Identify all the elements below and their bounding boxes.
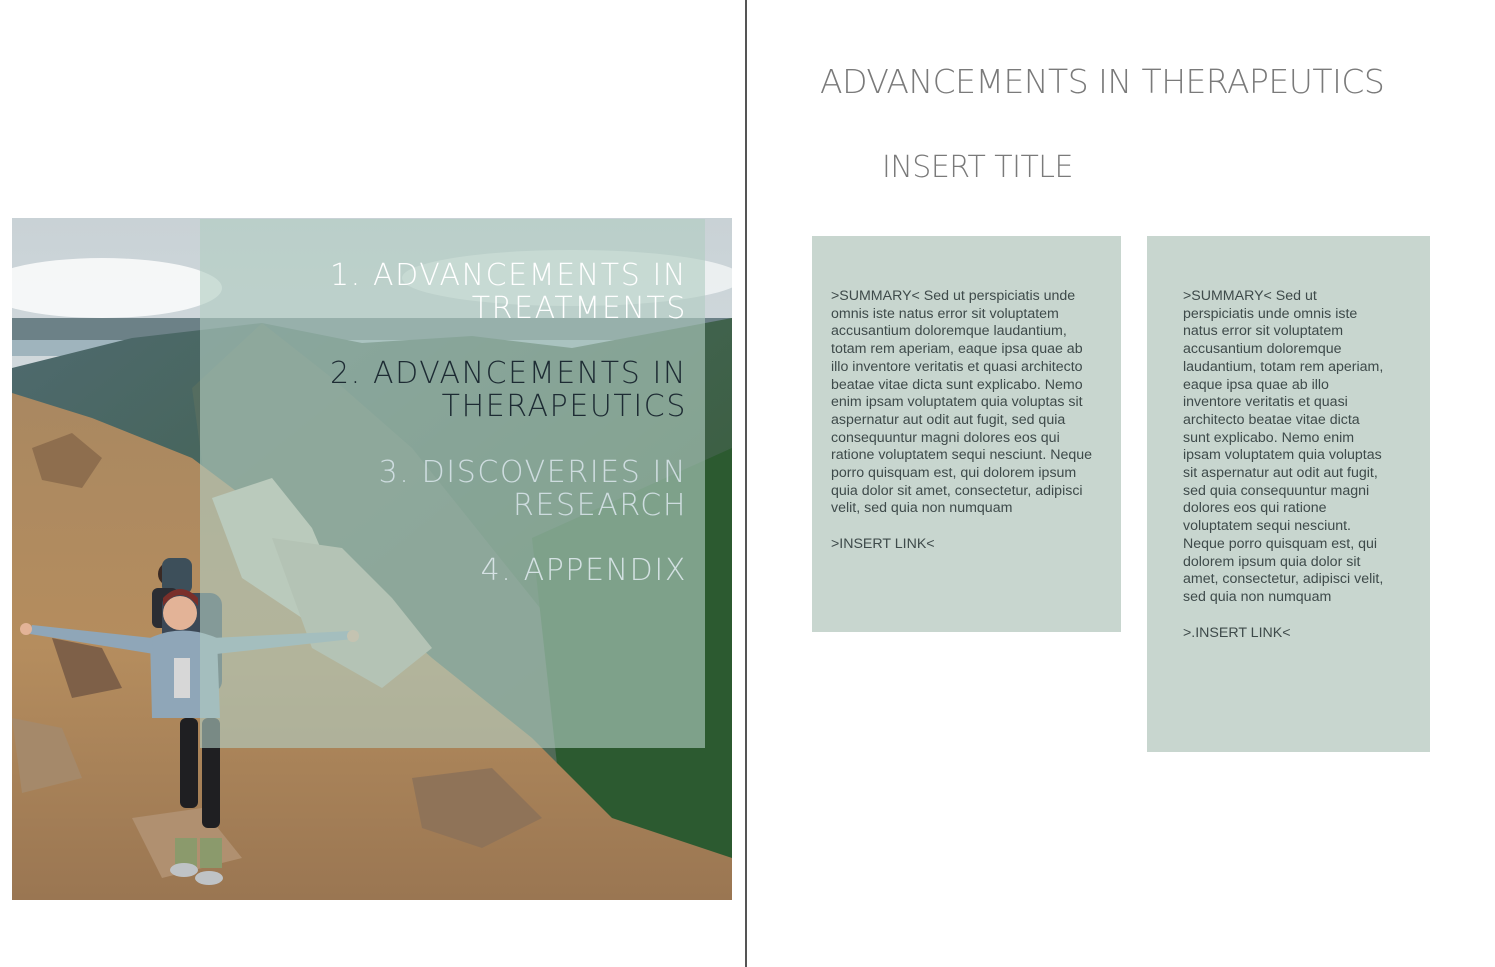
- toc-item-1[interactable]: [330, 259, 687, 325]
- toc-item-line: 2. ADVANCEMENTS IN: [330, 356, 687, 391]
- summary-card: [812, 236, 1121, 632]
- summary-text: >SUMMARY< Sed ut perspiciatis unde omnis iste natus error sit voluptatem accusantium doloremque laudantium, totam rem aperiam, eaque ipsa quae ab illo inventore veritatis et quasi architecto beatae vitae dicta sunt explicabo. Nemo enim ipsam voluptatem quia voluptas sit aspernatur aut odit aut fugit, sed quia consequuntur magni dolores eos qui ratione voluptatem sequi nesciunt. Neque porro quisquam est, qui dolorem ipsum quia dolor sit amet, consectetur, adipisci velit, sed quia non numquam: [831, 288, 1093, 517]
- toc-item-line: RESEARCH: [513, 488, 687, 523]
- toc-item-line: 1. ADVANCEMENTS IN: [330, 258, 687, 293]
- summary-text: >SUMMARY< Sed ut perspiciatis unde omnis iste natus error sit voluptatem accusantium doloremque laudantium, totam rem aperiam, eaque ipsa quae ab illo inventore veritatis et quasi architecto beatae vitae dicta sunt explicabo. Nemo enim ipsam voluptatem quia voluptas sit aspernatur aut odit aut fugit, sed quia consequuntur magni dolores eos qui ratione voluptatem sequi nesciunt. Neque porro quisquam est, qui dolorem ipsum quia dolor sit amet, consectetur, adipisci velit, sed quia non numquam: [1183, 288, 1384, 605]
- toc-item-line: 3. DISCOVERIES IN: [378, 455, 687, 490]
- right-page: [747, 0, 1495, 967]
- page-heading: ADVANCEMENTS IN THERAPEUTICS: [820, 62, 1385, 101]
- insert-link[interactable]: >.INSERT LINK<: [1183, 624, 1291, 641]
- left-page: [0, 0, 745, 967]
- insert-link[interactable]: >INSERT LINK<: [831, 536, 935, 553]
- table-of-contents: [200, 219, 705, 748]
- toc-item-2[interactable]: [330, 357, 687, 423]
- toc-item-line: TREATMENTS: [471, 291, 687, 326]
- toc-item-3[interactable]: [379, 456, 687, 522]
- toc-item-4[interactable]: [481, 554, 687, 587]
- section-title: INSERT TITLE: [882, 150, 1073, 185]
- toc-item-line: THERAPEUTICS: [441, 389, 687, 424]
- summary-card: [1147, 236, 1430, 752]
- toc-item-line: 4. APPENDIX: [480, 553, 687, 588]
